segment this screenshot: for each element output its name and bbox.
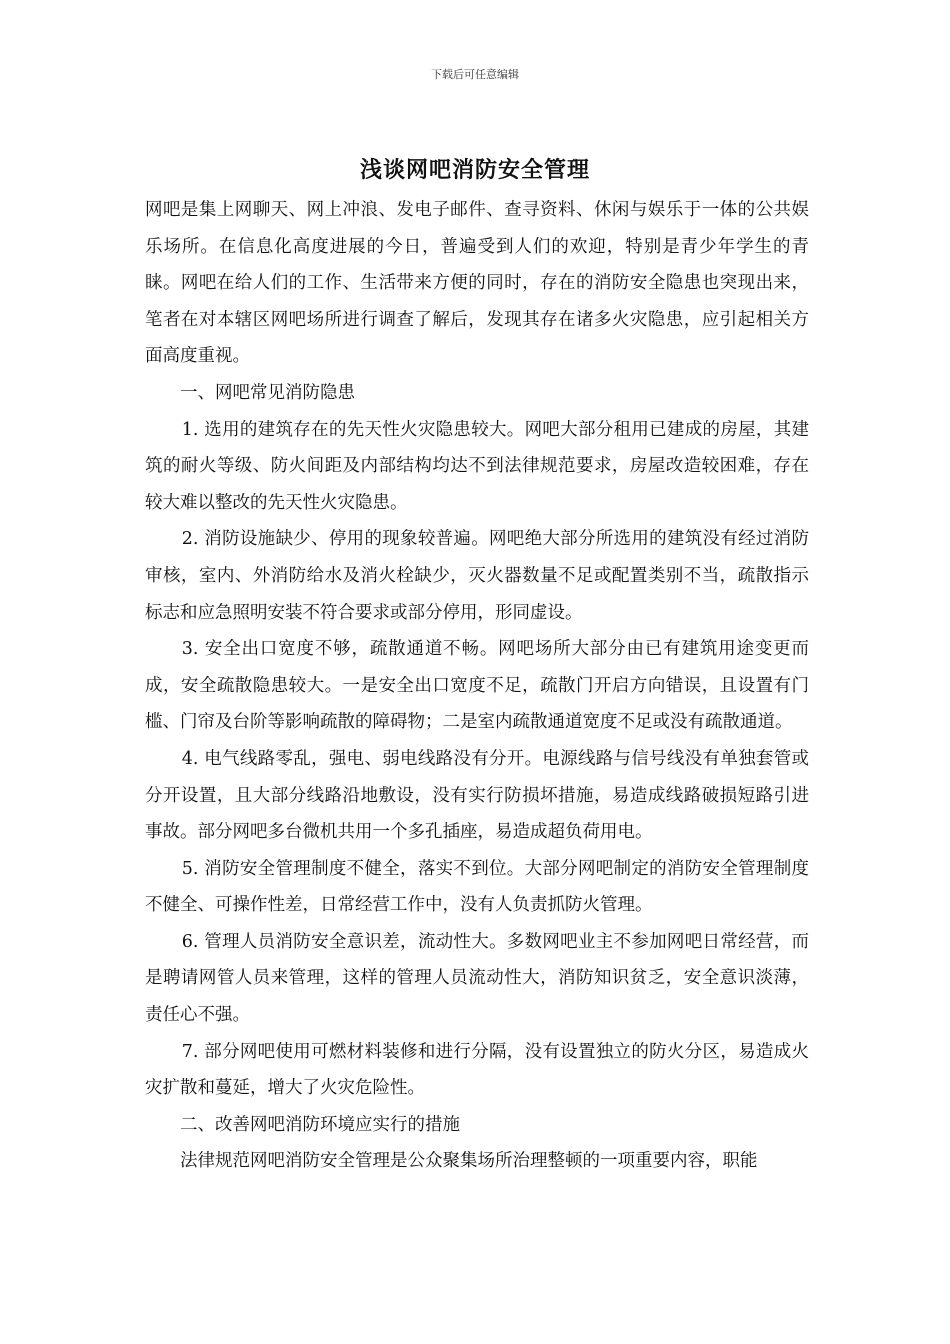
section-heading-2: 二、改善网吧消防环境应实行的措施: [180, 1114, 460, 1135]
paragraph-closing: 法律规范网吧消防安全管理是公众聚集场所治理整顿的一项重要内容，职能: [180, 1151, 758, 1172]
list-item-7: 7. 部分网吧使用可燃材料装修和进行分隔，没有设置独立的防火分区，易造成火灾扩散和蔓延，增大了火灾危险性。: [145, 1041, 809, 1099]
document-body: [145, 192, 809, 1180]
list-item-2: 2. 消防设施缺少、停用的现象较普遍。网吧绝大部分所选用的建筑没有经过消防审核，室内、外消防给水及消火栓缺少，灭火器数量不足或配置类别不当，疏散指示标志和应急照明安装不符合要求或部分停用，形同虚设。: [145, 529, 809, 623]
list-item-4: 4. 电气线路零乱，强电、弱电线路没有分开。电源线路与信号线没有单独套管或分开设置，且大部分线路沿地敷设，没有实行防损坏措施，易造成线路破损短路引进事故。部分网吧多台微机共用一个多孔插座，易造成超负荷用电。: [145, 748, 809, 843]
list-item-6: 6. 管理人员消防安全意识差，流动性大。多数网吧业主不参加网吧日常经营，而是聘请网管人员来管理，这样的管理人员流动性大，消防知识贫乏，安全意识淡薄，责任心不强。: [145, 931, 809, 1026]
list-item-3: 3. 安全出口宽度不够，疏散通道不畅。网吧场所大部分由已有建筑用途变更而成，安全疏散隐患较大。一是安全出口宽度不足，疏散门开启方向错误，且设置有门槛、门帘及台阶等影响疏散的障碍物；二是室内疏散通道宽度不足或没有疏散通道。: [145, 639, 809, 733]
header-note: 下载后可任意编辑: [431, 68, 519, 81]
document-title: 浅谈网吧消防安全管理: [359, 157, 590, 183]
list-item-1: 1. 选用的建筑存在的先天性火灾隐患较大。网吧大部分租用已建成的房屋，其建筑的耐火等级、防火间距及内部结构均达不到法律规范要求，房屋改造较困难，存在较大难以整改的先天性火灾隐患。: [145, 419, 809, 513]
paragraph-intro: 网吧是集上网聊天、网上冲浪、发电子邮件、查寻资料、休闲与娱乐于一体的公共娱乐场所。在信息化高度进展的今日，普遍受到人们的欢迎，特别是青少年学生的青睐。网吧在给人们的工作、生活带来方便的同时，存在的消防安全隐患也突现出来，笔者在对本辖区网吧场所进行调查了解后，发现其存在诸多火灾隐患，应引起相关方面高度重视。: [145, 200, 809, 367]
section-heading-1: 一、网吧常见消防隐患: [180, 382, 355, 403]
list-item-5: 5. 消防安全管理制度不健全，落实不到位。大部分网吧制定的消防安全管理制度不健全、可操作性差，日常经营工作中，没有人负责抓防火管理。: [145, 858, 809, 916]
